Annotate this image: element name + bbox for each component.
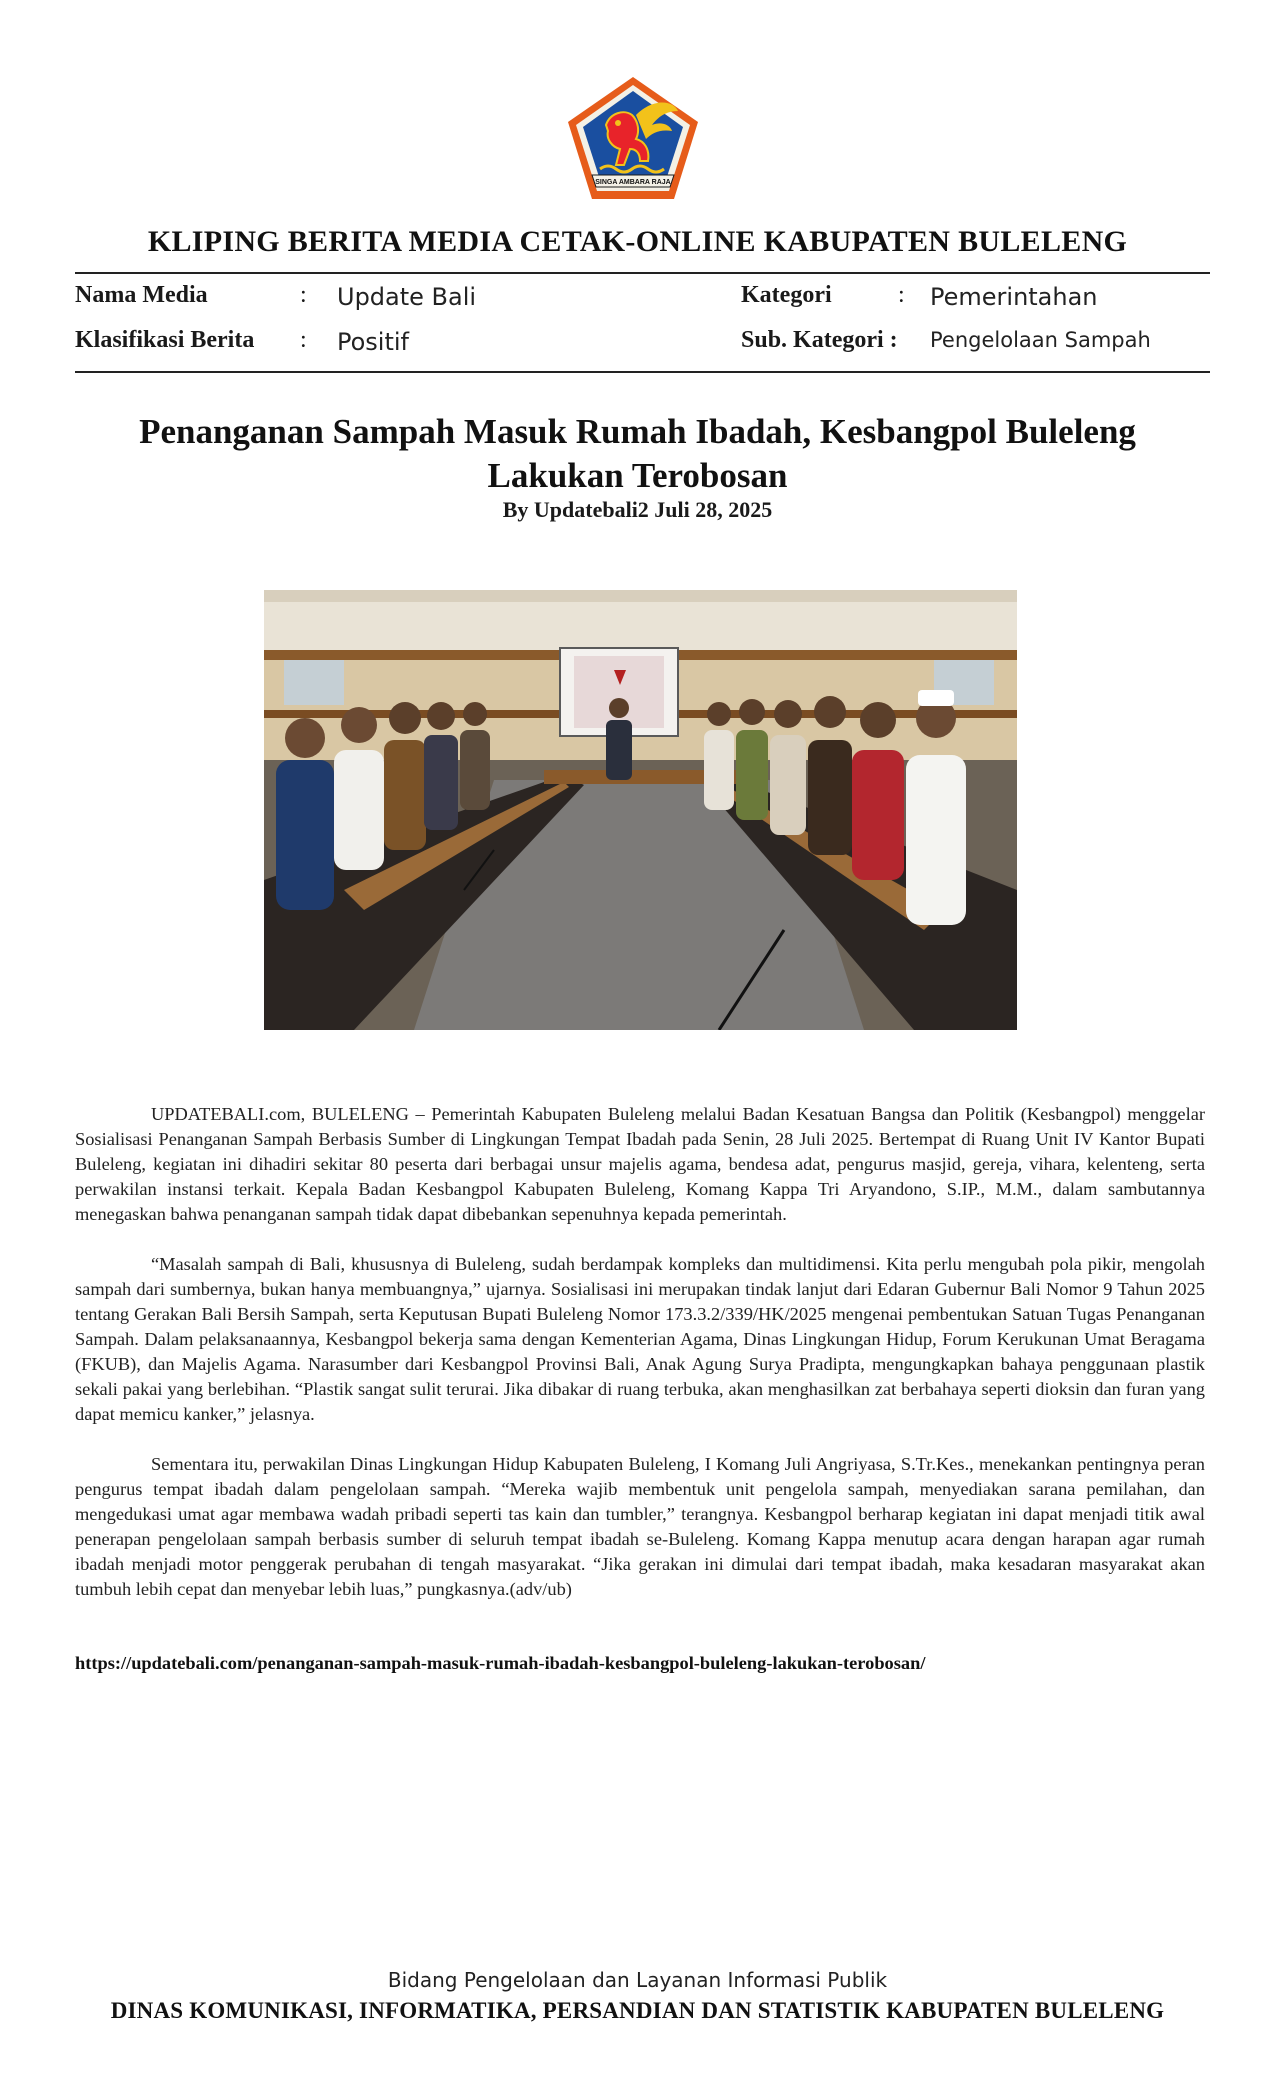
klasifikasi-label: Klasifikasi Berita — [75, 327, 255, 353]
nama-media-label: Nama Media — [75, 282, 208, 308]
kliping-title: KLIPING BERITA MEDIA CETAK-ONLINE KABUPATEN BULELENG — [147, 225, 1128, 258]
article-photo — [264, 590, 1017, 1030]
article-body — [75, 1102, 1205, 1627]
sub-kategori-label: Sub. Kategori : — [741, 327, 898, 353]
kategori-colon: : — [898, 282, 905, 308]
header-bottom-rule — [75, 371, 1210, 373]
article-headline: Penanganan Sampah Masuk Rumah Ibadah, Kesbangpol Buleleng Lakukan Terobosan — [139, 412, 1136, 495]
klasifikasi-value: Positif — [337, 328, 409, 356]
footer-agency: DINAS KOMUNIKASI, INFORMATIKA, PERSANDIAN DAN STATISTIK KABUPATEN BULELENG — [110, 1998, 1165, 2023]
article-byline: By Updatebali2 Juli 28, 2025 — [502, 497, 773, 522]
logo-motto: SINGA AMBARA RAJA — [595, 179, 671, 186]
article-paragraph: “Masalah sampah di Bali, khususnya di Buleleng, sudah berdampak kompleks dan multidimensi. Kita perlu mengubah pola pikir, mengolah sampah dari sumbernya, bukan hanya membuangnya,” ujarnya. Sosialisasi ini merupakan tindak lanjut dari Edaran Gubernur Bali Nomor 9 Tahun 2025 tentang Gerakan Bali Bersih Sampah, serta Keputusan Bupati Buleleng Nomor 173.3.2/339/HK/2025 mengenai pembentukan Satuan Tugas Penanganan Sampah. Dalam pelaksanaannya, Kesbangpol bekerja sama dengan Kementerian Agama, Dinas Lingkungan Hidup, Forum Kerukunan Umat Beragama (FKUB), dan Majelis Agama. Narasumber dari Kesbangpol Provinsi Bali, Anak Agung Surya Pradipta, mengungkapkan bahaya penggunaan plastik sekali pakai yang berlebihan. “Plastik sangat sulit terurai. Jika dibakar di ruang terbuka, akan menghasilkan zat berbahaya seperti dioksin dan furan yang dapat memicu kanker,” jelasnya. — [75, 1254, 1205, 1424]
nama-media-colon: : — [300, 282, 307, 308]
klasifikasi-colon: : — [300, 327, 307, 353]
kategori-value: Pemerintahan — [930, 283, 1098, 311]
meta-block — [0, 0, 1275, 371]
footer-division: Bidang Pengelolaan dan Layanan Informasi Publik — [387, 1968, 888, 1992]
source-link[interactable]: https://updatebali.com/penanganan-sampah-masuk-rumah-ibadah-kesbangpol-buleleng-lakukan-terobosan/ — [75, 1653, 926, 1673]
article-paragraph: UPDATEBALI.com, BULELENG – Pemerintah Kabupaten Buleleng melalui Badan Kesatuan Bangsa dan Politik (Kesbangpol) menggelar Sosialisasi Penanganan Sampah Berbasis Sumber di Lingkungan Tempat Ibadah pada Senin, 28 Juli 2025. Bertempat di Ruang Unit IV Kantor Bupati Buleleng, kegiatan ini dihadiri sekitar 80 peserta dari berbagai unsur majelis agama, bendesa adat, pengurus masjid, gereja, vihara, kelenteng, serta perwakilan instansi terkait. Kepala Badan Kesbangpol Kabupaten Buleleng, Komang Kappa Tri Aryandono, S.IP., M.M., dalam sambutannya menegaskan bahwa penanganan sampah tidak dapat dibebankan sepenuhnya kepada pemerintah. — [75, 1104, 1205, 1224]
nama-media-value: Update Bali — [337, 283, 477, 311]
article-paragraph: Sementara itu, perwakilan Dinas Lingkungan Hidup Kabupaten Buleleng, I Komang Juli Angriyasa, S.Tr.Kes., menekankan pentingnya peran pengurus tempat ibadah dalam pengelolaan sampah. “Mereka wajib membentuk unit pengelola sampah, menyediakan sarana pemilahan, dan mengedukasi umat agar membawa wadah pribadi seperti tas kain dan tumbler,” terangnya. Kesbangpol berharap kegiatan ini dapat menjadi titik awal penerapan pengelolaan sampah berbasis sumber di seluruh tempat ibadah se-Buleleng. Komang Kappa menutup acara dengan harapan agar rumah ibadah menjadi motor penggerak perubahan di tengah masyarakat. “Jika gerakan ini dimulai dari tempat ibadah, maka kesadaran masyarakat akan tumbuh lebih cepat dan menyebar lebih luas,” pungkasnya.(adv/ub) — [75, 1454, 1205, 1599]
kategori-label: Kategori — [741, 282, 832, 308]
sub-kategori-value: Pengelolaan Sampah — [930, 328, 1151, 352]
